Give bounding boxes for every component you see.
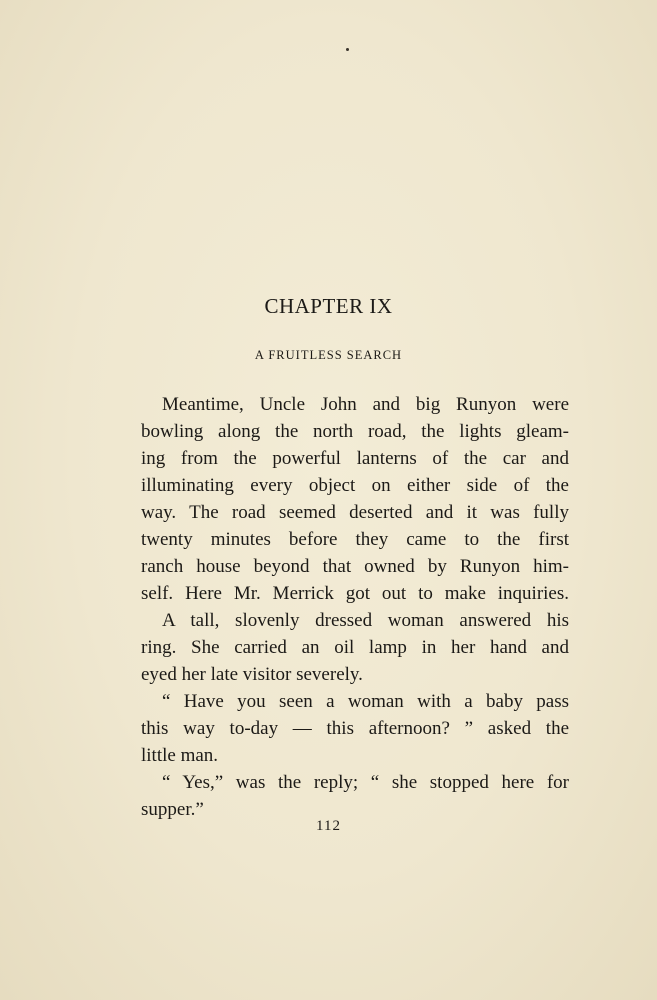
body-text [141,391,569,823]
text-line: Meantime, Uncle John and big Runyon were [162,394,569,415]
text-line: this way to-day — this afternoon? ” asked the [141,718,569,739]
chapter-title: CHAPTER IX [264,294,393,318]
text-line: ranch house beyond that owned by Runyon him- [141,556,569,577]
text-line: “ Have you seen a woman with a baby pass [162,691,569,712]
text-line: twenty minutes before they came to the first [141,529,569,550]
text-line: way. The road seemed deserted and it was fully [141,502,569,523]
text-line: little man. [141,745,219,766]
text-line: “ Yes,” was the reply; “ she stopped here for [162,772,569,793]
paper-speck [346,48,349,51]
chapter-subtitle: A FRUITLESS SEARCH [254,348,403,362]
page-number: 112 [316,818,341,834]
text-line: self. Here Mr. Merrick got out to make inquiries. [141,583,569,604]
text-line: A tall, slovenly dressed woman answered his [162,610,569,631]
text-line: illuminating every object on either side of the [141,475,569,496]
text-line: ring. She carried an oil lamp in her hand and [141,637,569,658]
text-line: bowling along the north road, the lights gleam- [141,421,569,442]
text-line: ing from the powerful lanterns of the car and [141,448,569,469]
text-line: supper.” [141,799,204,820]
text-line: eyed her late visitor severely. [141,664,363,685]
